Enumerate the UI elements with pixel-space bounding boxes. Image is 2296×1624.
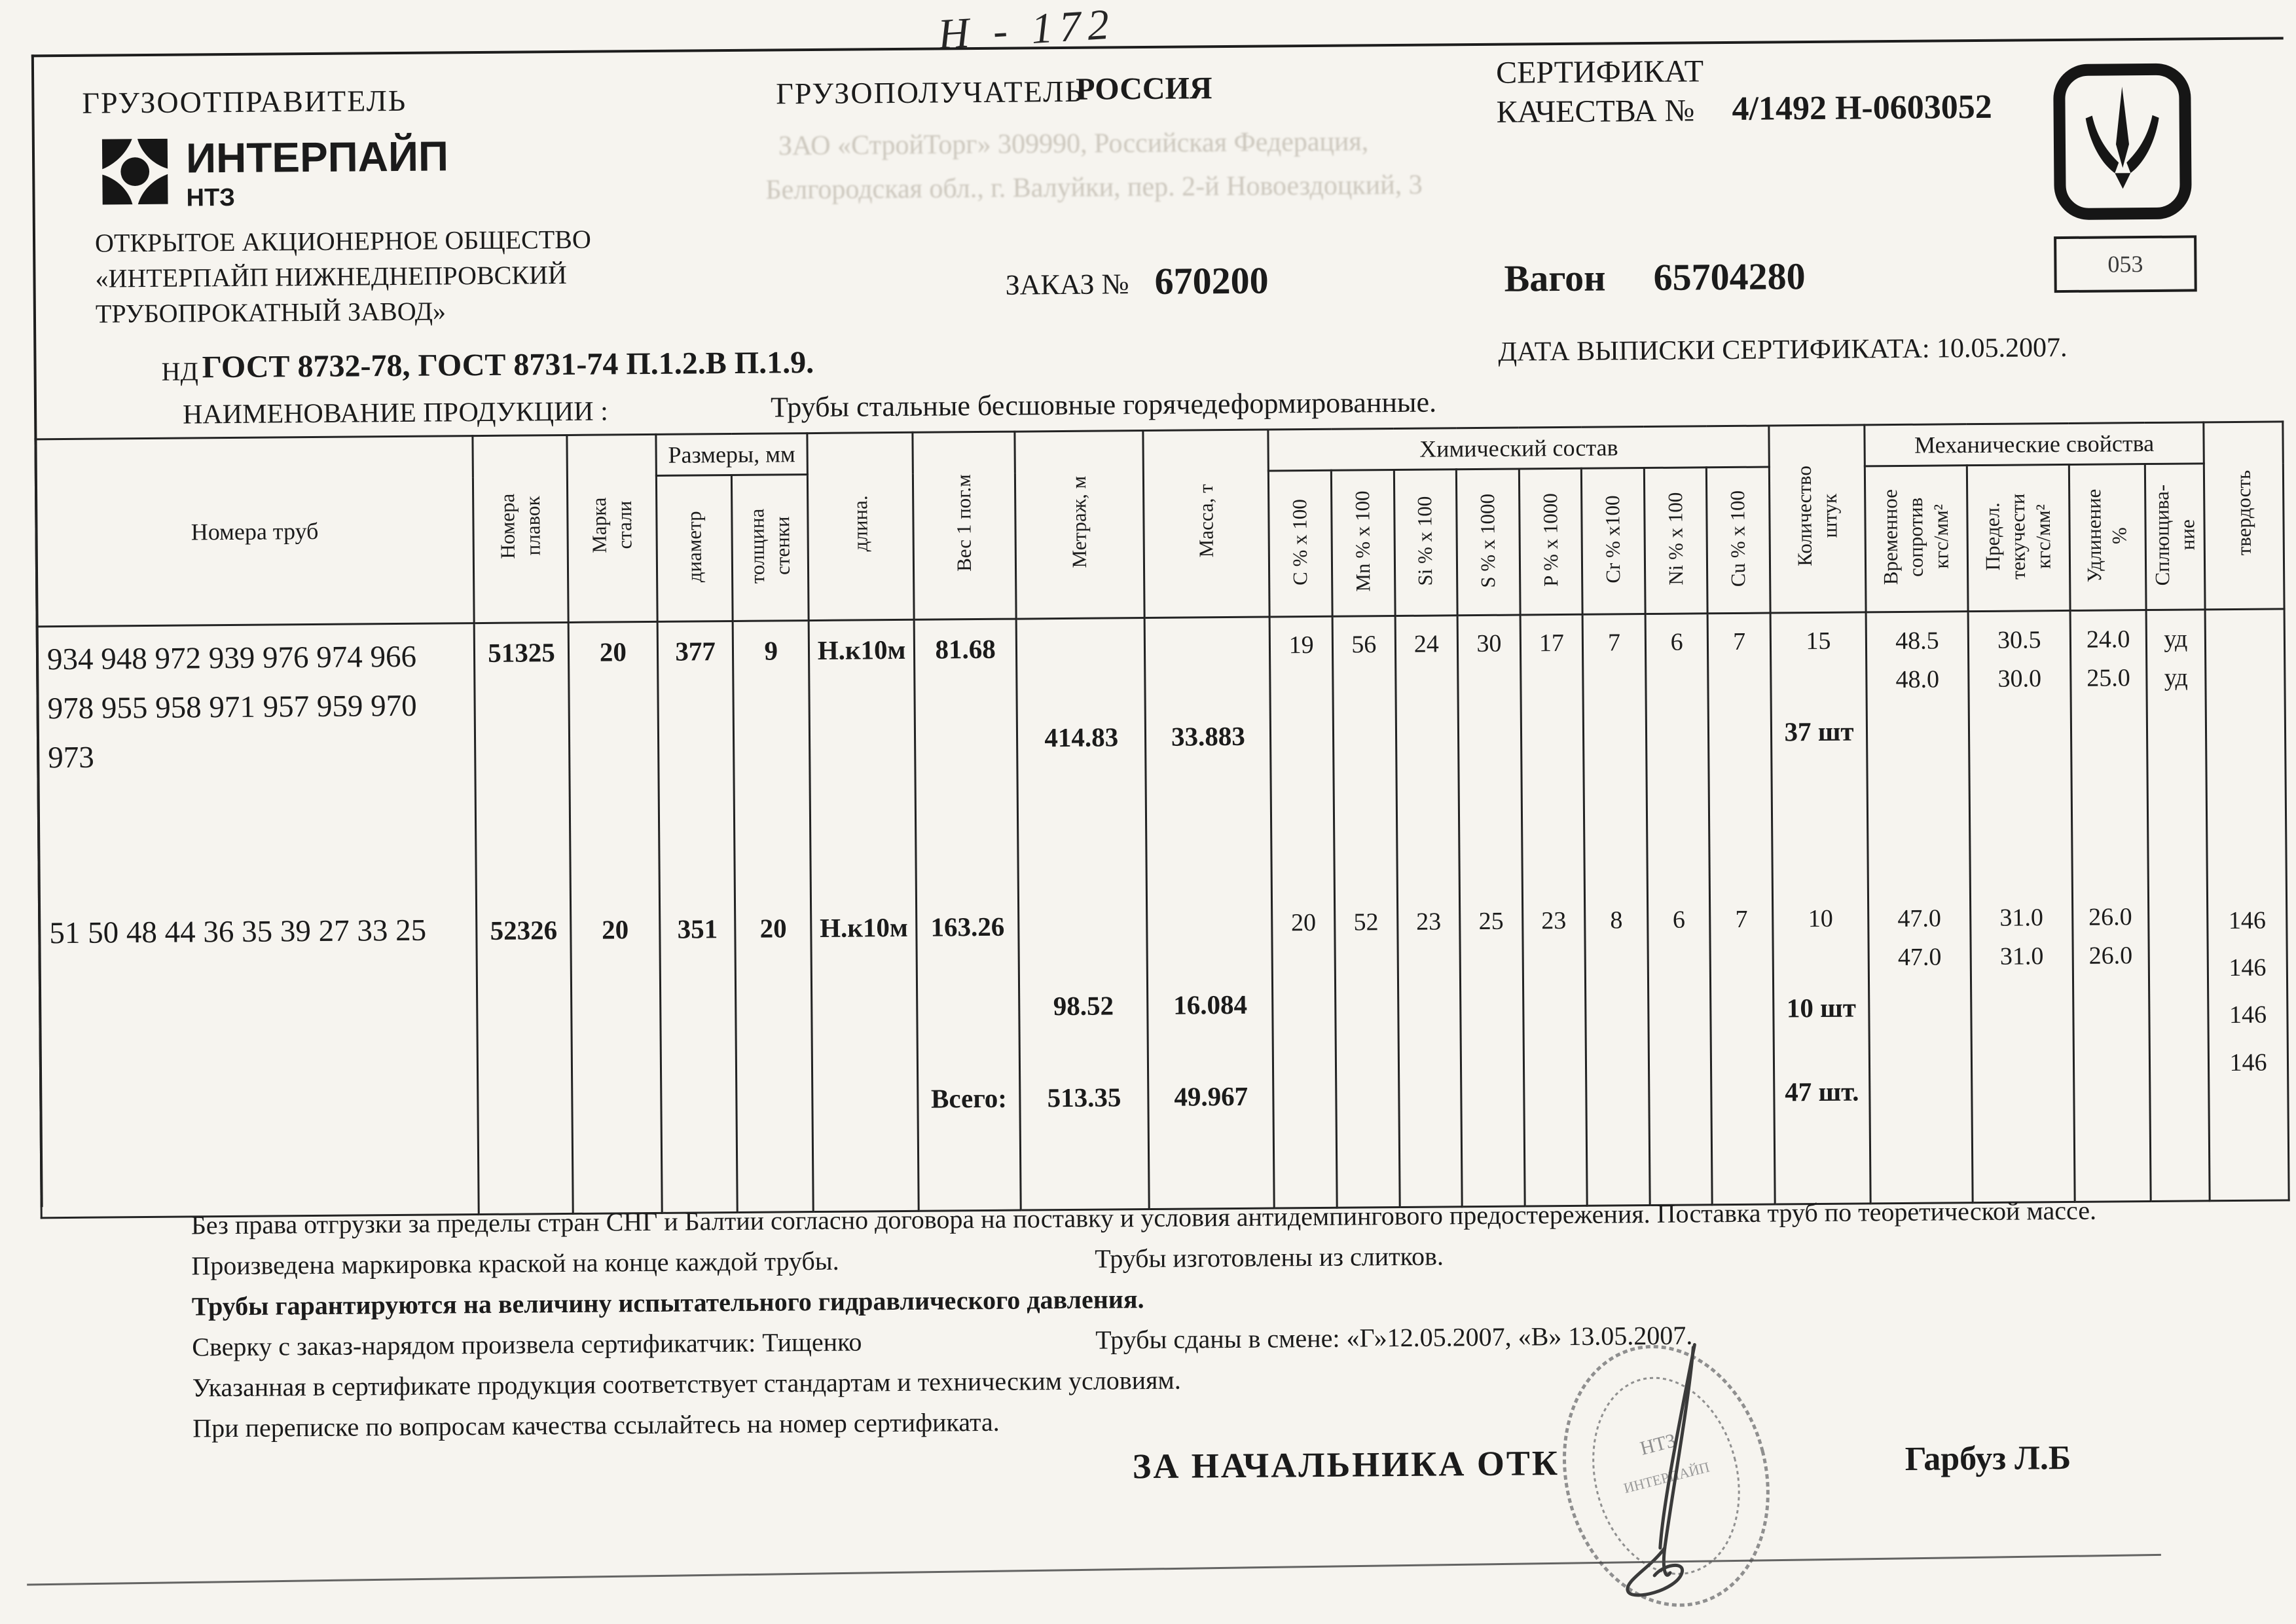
col-elongation <box>2070 610 2151 1202</box>
header-tubes: Номера труб <box>35 436 474 627</box>
order-number: 670200 <box>1154 259 1269 303</box>
header-group-chem: Химический состав <box>1268 426 1769 471</box>
col-heats <box>474 622 573 1214</box>
shipper-company: ОТКРЫТОЕ АКЦИОНЕРНОЕ ОБЩЕСТВО «ИНТЕРПАЙП НИЖНЕДНЕПРОВСКИЙ ТРУБОПРОКАТНЫЙ ЗАВОД» <box>94 224 591 329</box>
hardness-row2: 146 146 146 146 <box>2228 906 2267 1077</box>
header-mass: Масса, т <box>1143 430 1269 618</box>
wagon-label: Вагон <box>1504 256 1606 300</box>
col-length <box>809 619 919 1211</box>
chem-c-row2: 20 <box>1290 908 1317 937</box>
col-chem-mn <box>1332 616 1400 1208</box>
chem-s-row2: 25 <box>1478 907 1504 936</box>
col-mass <box>1144 617 1274 1209</box>
col-qty <box>1770 612 1870 1204</box>
tensile-row2: 47.0 47.0 <box>1897 904 1942 971</box>
header-chem-cr: Cr % x100 <box>1582 468 1645 615</box>
col-chem-ni <box>1645 614 1713 1206</box>
header-elongation: Удлинение % <box>2069 464 2145 611</box>
header-flattening: Сплющива- ние <box>2145 464 2205 610</box>
header-meters: Метраж, м <box>1015 431 1144 619</box>
certificate-table <box>34 420 2289 1219</box>
header-hardness: твердость <box>2204 422 2284 610</box>
note-line2a: Произведена маркировка краской на конце каждой трубы. <box>191 1246 839 1281</box>
chem-ni-row1: 6 <box>1670 628 1683 656</box>
notes-block <box>191 1196 2255 1456</box>
trident-mark-icon <box>2052 62 2193 224</box>
col-chem-s <box>1457 615 1525 1207</box>
nd-label: НД <box>161 356 198 386</box>
meters-row1: 414.83 <box>1044 722 1119 753</box>
mass-row2: 16.084 <box>1173 989 1248 1020</box>
qty-row2: 10 <box>1808 904 1833 933</box>
col-tensile <box>1866 612 1973 1204</box>
wagon-number: 65704280 <box>1653 255 1806 299</box>
elongation-row2: 26.0 26.0 <box>2088 903 2133 970</box>
note-line4b: Трубы сданы в смене: «Г»12.05.2007, «В» 13.05.2007. <box>1095 1320 1693 1355</box>
chem-cu-row2: 7 <box>1735 905 1748 933</box>
header-steel: Марка стали <box>567 434 657 622</box>
svg-text:НТЗ: НТЗ <box>1637 1430 1679 1460</box>
chem-mn-row2: 52 <box>1353 908 1379 936</box>
tubes-row2: 51 50 48 44 36 35 39 27 33 25 <box>49 913 427 951</box>
header-weight-per-m: Вес 1 пог.м <box>913 432 1016 619</box>
totals-qty: 47 шт. <box>1785 1076 1859 1107</box>
header-wall: толщина стенки <box>732 475 809 621</box>
qty-row1: 15 <box>1806 627 1831 655</box>
yield-row2: 31.0 31.0 <box>1999 904 2044 970</box>
col-chem-p <box>1520 614 1588 1206</box>
length-row2: Н.к10м <box>819 912 908 943</box>
qty-pieces-row2: 10 шт <box>1786 992 1857 1024</box>
header-diameter: диаметр <box>656 475 733 621</box>
note-line6: При переписке по вопросам качества ссылайтесь на номер сертификата. <box>192 1407 1000 1443</box>
flattening-row1: уд уд <box>2164 625 2188 692</box>
product-value: Трубы стальные бесшовные горячедеформированные. <box>770 386 1437 424</box>
totals-meters: 513.35 <box>1047 1082 1121 1113</box>
order-label: ЗАКАЗ № <box>1005 268 1129 301</box>
header-chem-si: Si % x 100 <box>1394 470 1457 616</box>
note-line3: Трубы гарантируются на величину испытательного гидравлического давления. <box>191 1284 1144 1321</box>
steel-row1: 20 <box>599 637 627 667</box>
col-chem-cu <box>1708 613 1776 1205</box>
col-yield <box>1968 610 2075 1202</box>
chem-cu-row1: 7 <box>1733 627 1746 655</box>
shipper-label: ГРУЗООТПРАВИТЕЛЬ <box>82 83 407 120</box>
header-chem-p: P % x 1000 <box>1519 468 1582 615</box>
chem-s-row1: 30 <box>1476 629 1502 658</box>
note-line2 <box>191 1237 2253 1282</box>
header-group-sizes: Размеры, мм <box>656 434 808 476</box>
header-yield: Предел. текучести кгс/мм² <box>1967 464 2070 611</box>
totals-label: Всего: <box>930 1082 1008 1114</box>
chem-cr-row2: 8 <box>1610 906 1623 934</box>
consignee-label: ГРУЗОПОЛУЧАТЕЛЬ <box>776 74 1084 111</box>
note-line2b: Трубы изготовлены из слитков. <box>1095 1241 1444 1274</box>
col-chem-c <box>1270 616 1338 1208</box>
col-tubes <box>37 623 479 1218</box>
chem-c-row1: 19 <box>1288 631 1314 659</box>
header-group-mech: Механические свойства <box>1865 422 2204 466</box>
svg-text:ИНТЕРПАЙП: ИНТЕРПАЙП <box>1622 1458 1711 1497</box>
header-chem-mn: Mn % x 100 <box>1331 470 1394 617</box>
chem-si-row1: 24 <box>1413 630 1439 658</box>
note-line4 <box>192 1318 2254 1363</box>
consignee-country: РОССИЯ <box>1076 71 1212 107</box>
top-rule <box>31 37 2284 57</box>
col-steel <box>568 621 662 1213</box>
diameter-row2: 351 <box>677 913 718 944</box>
col-wall <box>733 621 814 1213</box>
diameter-row1: 377 <box>675 636 716 667</box>
heat-row1: 51325 <box>488 637 555 668</box>
chem-si-row2: 23 <box>1415 908 1442 936</box>
header-chem-cu: Cu % x 100 <box>1707 467 1770 614</box>
tensile-row1: 48.5 48.0 <box>1895 627 1940 693</box>
consignee-address-line2: Белгородская обл., г. Валуйки, пер. 2-й Новоездоцкий, 3 <box>765 170 1423 206</box>
chem-ni-row2: 6 <box>1672 906 1686 934</box>
header-tensile: Временное сопротив кгс/мм² <box>1865 466 1968 612</box>
col-diameter <box>657 621 738 1213</box>
col-weight-per-m <box>914 619 1021 1211</box>
header-heats: Номера плавок <box>473 435 568 623</box>
col-hardness <box>2205 609 2289 1201</box>
seal-code-box <box>2054 235 2197 293</box>
header-chem-s: S % x 1000 <box>1457 469 1520 616</box>
note-line5: Указанная в сертификате продукция соответствует стандартам и техническим условиям. <box>192 1365 1181 1403</box>
heat-row2: 52326 <box>490 915 558 946</box>
signatory-name: Гарбуз Л.Б <box>1904 1439 2071 1478</box>
weight-row1: 81.68 <box>935 633 996 665</box>
meters-row2: 98.52 <box>1053 990 1114 1022</box>
col-chem-si <box>1395 616 1463 1208</box>
chem-p-row2: 23 <box>1541 906 1567 935</box>
nd-value: ГОСТ 8732-78, ГОСТ 8731-74 П.1.2.В П.1.9. <box>202 344 814 385</box>
header-length: длина. <box>807 432 914 620</box>
signatory-title: ЗА НАЧАЛЬНИКА ОТК <box>1132 1443 1560 1486</box>
col-chem-cr <box>1582 614 1650 1206</box>
yield-row1: 30.5 30.0 <box>1997 626 2042 693</box>
note-line1: Без права отгрузки за пределы стран СНГ и Балтии согласно договора на поставку и условия антидемпингового предостережения. Поставка труб по теоретической массе. <box>191 1195 2097 1240</box>
product-label: НАИМЕНОВАНИЕ ПРОДУКЦИИ : <box>182 396 608 430</box>
steel-row2: 20 <box>601 914 629 945</box>
certificate-title-line2: КАЧЕСТВА № <box>1496 93 1695 130</box>
bottom-scan-line <box>27 1554 2161 1586</box>
wall-row2: 20 <box>759 913 787 944</box>
chem-mn-row1: 56 <box>1351 631 1377 659</box>
certificate-number: 4/1492 Н-0603052 <box>1732 88 1992 128</box>
col-flattening <box>2146 610 2210 1202</box>
wall-row1: 9 <box>764 635 778 666</box>
totals-mass: 49.967 <box>1174 1080 1248 1112</box>
interpipe-logo-icon <box>101 138 170 210</box>
shipper-logo <box>101 132 449 212</box>
certificate-date: ДАТА ВЫПИСКИ СЕРТИФИКАТА: 10.05.2007. <box>1498 332 2068 367</box>
weight-row2: 163.26 <box>930 911 1005 942</box>
chem-cr-row1: 7 <box>1607 629 1621 657</box>
qty-pieces-row1: 37 шт <box>1784 716 1854 747</box>
header-chem-c: C % x 100 <box>1269 470 1332 617</box>
logo-wordmark: ИНТЕРПАЙП <box>185 132 449 182</box>
chem-p-row1: 17 <box>1539 629 1565 657</box>
logo-sub: НТЗ <box>186 183 236 212</box>
note-line4a: Сверку с заказ-нарядом произвела сертификатчик: Тищенко <box>192 1327 862 1362</box>
mass-row1: 33.883 <box>1171 720 1245 752</box>
certificate-title-line1: СЕРТИФИКАТ <box>1495 54 1704 90</box>
consignee-address-line1: ЗАО «СтройТорг» 309990, Российская Федерация, <box>778 126 1369 162</box>
header-qty: Количество штук <box>1769 425 1866 613</box>
tubes-row1: 934 948 972 939 976 974 966 978 955 958 971 957 959 970 973 <box>46 639 417 775</box>
seal-code: 053 <box>2107 251 2143 278</box>
header-chem-ni: Ni % x 100 <box>1644 468 1707 614</box>
elongation-row1: 24.0 25.0 <box>2086 625 2130 692</box>
handwritten-number: Н - 172 <box>936 0 1118 59</box>
col-meters <box>1016 618 1149 1211</box>
round-stamp <box>1524 1331 1808 1621</box>
length-row1: Н.к10м <box>817 634 906 665</box>
